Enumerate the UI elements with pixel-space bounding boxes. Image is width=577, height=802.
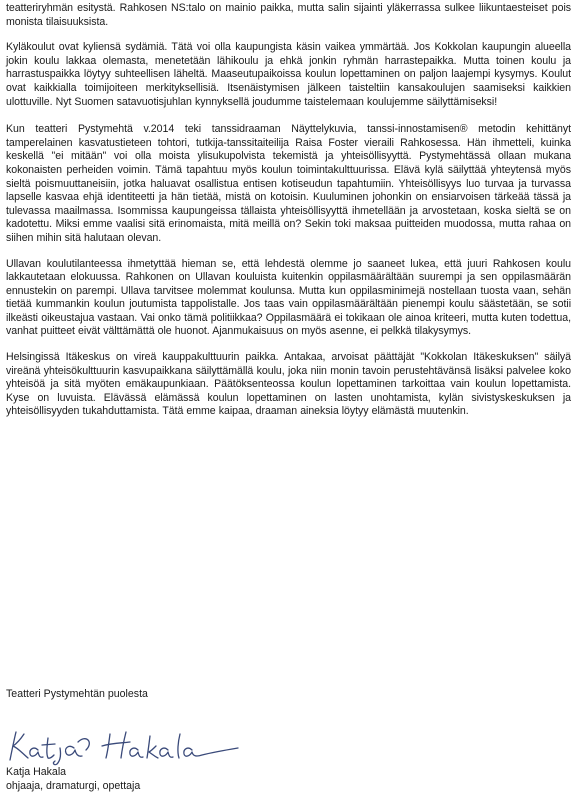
paragraph-5: Helsingissä Itäkeskus on vireä kauppakulttuurin paikka. Antakaa, arvoisat päättäjät "Kokkolan Itäkeskuksen" säilyä vireänä yhteisökulttuurin kasvupaikkana säilyttämällä koulu, joka niin monin tavoin perustehtävänsä lisäksi palvelee koko yhteisöä ja sitä myöten emäkaupunkiaan. Päätöksenteossa koulun lopettaminen tarkoittaa vain koulun lopettamista. Kyse on luvuista. Elävässä elämässä koulun lopettaminen on lasten unohtamista, kylän sivistyskeskuksen ja yhteisöllisyyden tukahduttamista. Tätä emme kaipaa, draaman aineksia löytyy elämästä muutenkin.	[6, 351, 571, 418]
handwritten-signature	[2, 726, 252, 766]
signer-title: ohjaaja, dramaturgi, opettaja	[6, 780, 141, 792]
closing-line: Teatteri Pystymehtän puolesta	[6, 688, 148, 700]
paragraph-3: Kun teatteri Pystymehtä v.2014 teki tanssidraaman Näyttelykuvia, tanssi-innostamisen® metodin kehittänyt tamperelainen kasvatustieteen tohtori, tutkija-tanssitaiteilija Raisa Foster vieraili Rahkosessa. Hän ihmetteli, kuinka keskellä "ei mitään" voi olla moista ylisukupolvista tekemistä ja yhteisöllisyyttä. Pystymehtässä ollaan mukana kokonaisten perheiden voimin. Tämä tapahtuu myös koulun toimintakulttuurissa. Elävä kylä säilyttää yhteytensä myös sieltä poismuuttaneisiin, jotka haluavat osallistua entisen kotiseudun tapahtumiin. Yhteisöllisyys luo turvaa ja turvassa lapselle kasvaa ehjä identiteetti ja hän tietää, mistä on kotoisin. Kuuluminen johonkin on ensiarvoisen tärkeää tässä ja tulevassa maailmassa. Isommissa kaupungeissa tällaista yhteisöllisyyttä ihmetellään ja arvostetaan, koska sieltä se on kadotettu. Miksi emme vaalisi sitä erinomaista, mitä meillä on? Sekin toki maksaa puitteiden muodossa, mutta rahaa on siihen mihin sitä halutaan olevan.	[6, 123, 571, 244]
signer-name: Katja Hakala	[6, 766, 67, 778]
paragraph-4: Ullavan koulutilanteessa ihmetyttää hieman se, että lehdestä olemme jo saaneet lukea, että juuri Rahkosen koulu lakkautetaan elokuussa. Rahkonen on Ullavan kouluista kuitenkin oppilasmäärältään suurempi ja sen oppilasmäärän ennustekin on parempi. Ullava tarvitsee molemmat koulunsa. Mutta kun oppilasminimejä nostellaan tuosta vaan, sehän tietää kummankin koulun joutumista tappolistalle. Jos taas vain oppilasmäärältään pienempi koulu säästetään, se sotii ilkeästi oikeustajua vastaan. Vai onko tämä politiikkaa? Oppilasmäärä ei tokikaan ole ainoa kriteeri, mutta kuten todettua, vanhat puitteet eivät välttämättä ole huonot. Ajanmukaisuus on myös asenne, ei pelkkä tilakysymys.	[6, 257, 571, 338]
paragraph-1: teatteriryhmän esitystä. Rahkosen NS:talo on mainio paikka, mutta salin sijainti yläkerrassa sulkee liikuntaesteiset pois monista tilaisuuksista.	[6, 2, 571, 28]
paragraph-2: Kyläkoulut ovat kyliensä sydämiä. Tätä voi olla kaupungista käsin vaikea ymmärtää. Jos Kokkolan kaupungin alueella jokin koulu lakkaa olemasta, menetetään lähikoulu ja ehkä jonkin ryhmän harrastepaikka. Mutta toinen koulu ja harrastuspaikka löytyy suhteellisen läheltä. Maaseutupaikoissa koulun lopettaminen on paljon laajempi kysymys. Koulut ovat kaikkialla toimijoiteen merkityksellisiä. Itsenäistymisen jälkeen taisteltiin kansakoulujen saamiseksi kaikkien ulottuville. Nyt Suomen satavuotisjuhlan kynnyksellä joudumme taistelemaan koulujemme säilyttämiseksi!	[6, 41, 571, 108]
